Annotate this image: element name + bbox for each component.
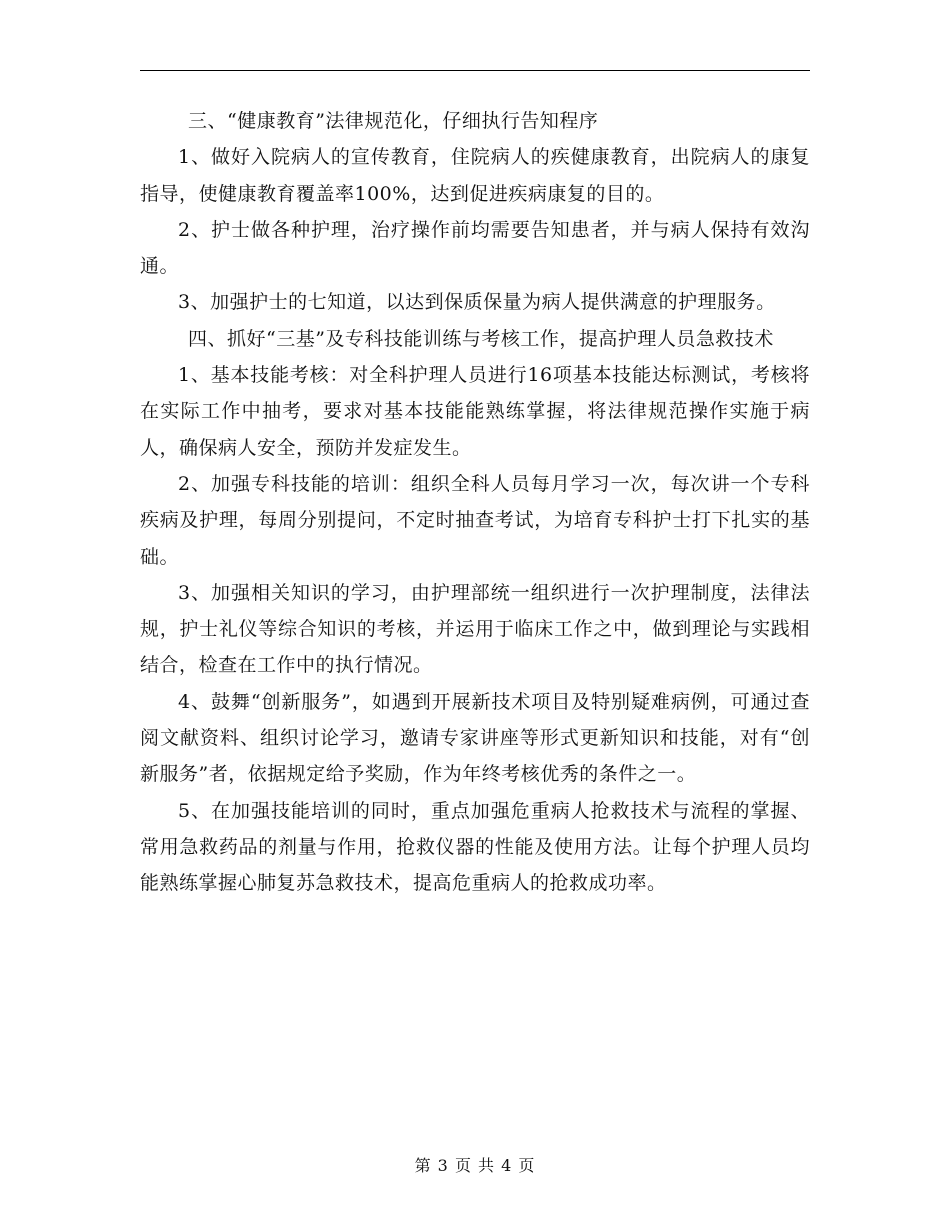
paragraph: 2、加强专科技能的培训：组织全科人员每月学习一次，每次讲一个专科疾病及护理，每周分别提问，不定时抽查考试，为培育专科护士打下扎实的基础。 [140,472,810,568]
paragraph: 3、加强护士的七知道，以达到保质保量为病人提供满意的护理服务。 [178,291,776,314]
header-rule [140,70,810,71]
paragraph: 4、鼓舞“创新服务”，如遇到开展新技术项目及特别疑难病例，可通过查阅文献资料、组织讨论学习，邀请专家讲座等形式更新知识和技能，对有“创新服务”者，依据规定给予奖励，作为年终考核优秀的条件之一。 [140,690,810,786]
document-body [140,103,810,902]
paragraph: 5、在加强技能培训的同时，重点加强危重病人抢救技术与流程的掌握、常用急救药品的剂量与作用，抢救仪器的性能及使用方法。让每个护理人员均能熟练掌握心肺复苏急救技术，提高危重病人的抢救成功率。 [140,799,810,895]
paragraph: 1、基本技能考核：对全科护理人员进行16项基本技能达标测试，考核将在实际工作中抽考，要求对基本技能能熟练掌握，将法律规范操作实施于病人，确保病人安全，预防并发症发生。 [140,364,810,459]
paragraph: 1、做好入院病人的宣传教育，住院病人的疾健康教育，出院病人的康复指导，使健康教育覆盖率100%，达到促进疾病康复的目的。 [140,146,810,205]
section-heading-4: 四、抓好“三基”及专科技能训练与考核工作，提高护理人员急救技术 [188,327,774,350]
paragraph: 3、加强相关知识的学习，由护理部统一组织进行一次护理制度，法律法规，护士礼仪等综合知识的考核，并运用于临床工作之中，做到理论与实践相结合，检查在工作中的执行情况。 [140,581,810,677]
section-heading-3: 三、“健康教育”法律规范化，仔细执行告知程序 [188,110,599,132]
page-number-footer: 第 3 页 共 4 页 [414,1156,536,1175]
paragraph: 2、护士做各种护理，治疗操作前均需要告知患者，并与病人保持有效沟通。 [140,218,810,278]
